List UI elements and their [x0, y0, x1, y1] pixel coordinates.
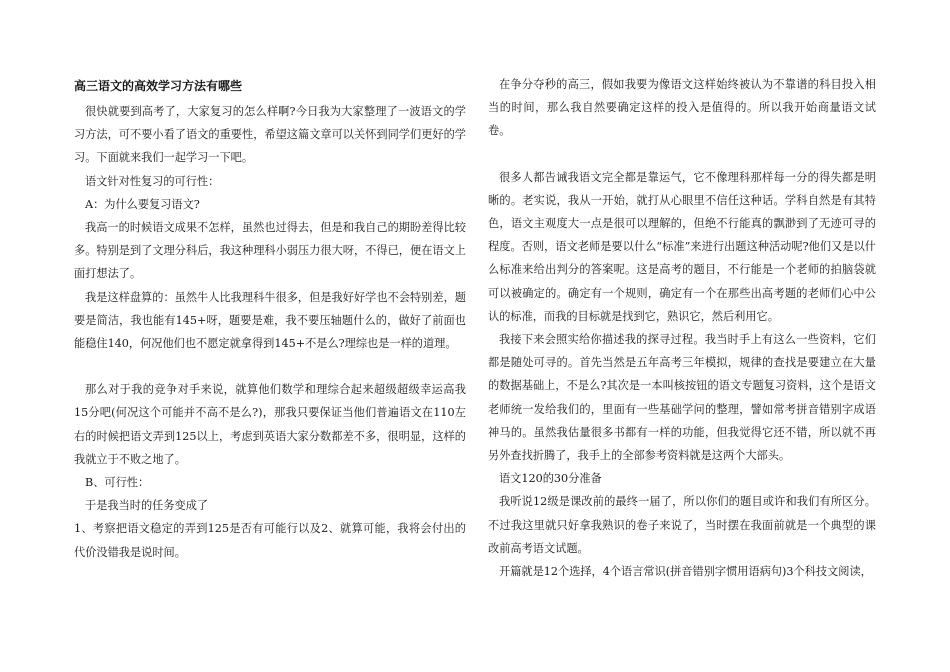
paragraph: 开篇就是12个选择，4个语言常识(拼音错别字惯用语病句)3个科技文阅读， — [499, 565, 872, 579]
paragraph-gap — [488, 143, 876, 166]
paragraph: B、可行性： — [85, 476, 150, 490]
paragraph: 很快就要到高考了，大家复习的怎么样啊?今日我为大家整理了一波语文的学习方法，可不要小看了语文的重要性，希望这篇文章可以关怀到同学们更好的学习。下面就来我们一起学习一下吧。 — [74, 105, 466, 165]
paragraph: 很多人都告诫我语文完全都是靠运气，它不像理科那样每一分的得失都是明晰的。老实说，我从一开始，就打从心眼里不信任这种话。学科自然是有其特色，语文主观度大一点是很可以理解的，但绝不行能真的飘渺到了无迹可寻的程度。否则，语文老师是要以什么“标准”来进行出题这种活动呢?他们又是以什么标准来给出判分的答案呢。这是高考的题目，不行能是一个老师的拍脑袋就可以被确定的。确定有一个规则，确定有一个在那些出高考题的老师们心中公认的标准，而我的目标就是找到它，熟识它，然后利用它。 — [488, 170, 876, 323]
paragraph: 我高一的时候语文成果不怎样，虽然也过得去，但是和我自己的期盼差得比较多。特别是到了文理分科后，我这种理科小弱压力很大呀，不得已，便在语文上面打想法了。 — [74, 221, 466, 281]
paragraph: 1、考察把语文稳定的弄到125是否有可能行以及2、就算可能，我将会付出的代价没错我是说时间。 — [74, 522, 466, 559]
paragraph-gap — [74, 355, 466, 378]
paragraph: 语文120的30分准备 — [499, 472, 602, 486]
paragraph: 语文针对性复习的可行性： — [85, 174, 220, 188]
left-column — [74, 100, 466, 564]
paragraph: A：为什么要复习语文? — [85, 197, 200, 211]
paragraph: 我听说12级是课改前的最终一届了，所以你们的题目或许和我们有所区分。不过我这里就只好拿我熟识的卷子来说了，当时摆在我面前就是一个典型的课改前高考语文试题。 — [488, 495, 876, 555]
paragraph: 那么对于我的竞争对手来说，就算他们数学和理综合起来超级超级幸运高我15分吧(何况这个可能并不高不是么?)，那我只要保证当他们普遍语文在110左右的时候把语文弄到125以上，考虑到英语大家分数都差不多，很明显，这样的我就立于不败之地了。 — [74, 383, 466, 466]
paragraph: 我是这样盘算的：虽然牛人比我理科牛很多，但是我好好学也不会特别差，题要是简洁，我也能有145+呀，题要是难，我不要压轴题什么的，做好了前面也能稳住140，何况他们也不愿定就拿得到145+不是么?理综也是一样的道理。 — [74, 290, 466, 351]
paragraph: 于是我当时的任务变成了 — [85, 499, 209, 513]
paragraph: 在争分夺秒的高三，假如我要为像语文这样始终被认为不靠谱的科目投入相当的时间，那么我自然要确定这样的投入是值得的。所以我开始商量语文试卷。 — [488, 78, 876, 138]
right-column — [488, 73, 876, 583]
paragraph: 我接下来会照实给你描述我的探寻过程。我当时手上有这么一些资料，它们都是随处可寻的。首先当然是五年高考三年模拟，规律的查找是要建立在大量的数据基础上，不是么?其次是一本叫核按钮的语文专题复习资料，这个是语文老师统一发给我们的，里面有一些基础学问的整理，譬如常考拼音错别字成语神马的。虽然我估量很多书都有一样的功能，但我觉得它还不错，所以就不再另外查找折腾了，我手上的全部参考资料就是这两个大部头。 — [488, 333, 876, 463]
document-title: 高三语文的高效学习方法有哪些 — [74, 79, 243, 93]
